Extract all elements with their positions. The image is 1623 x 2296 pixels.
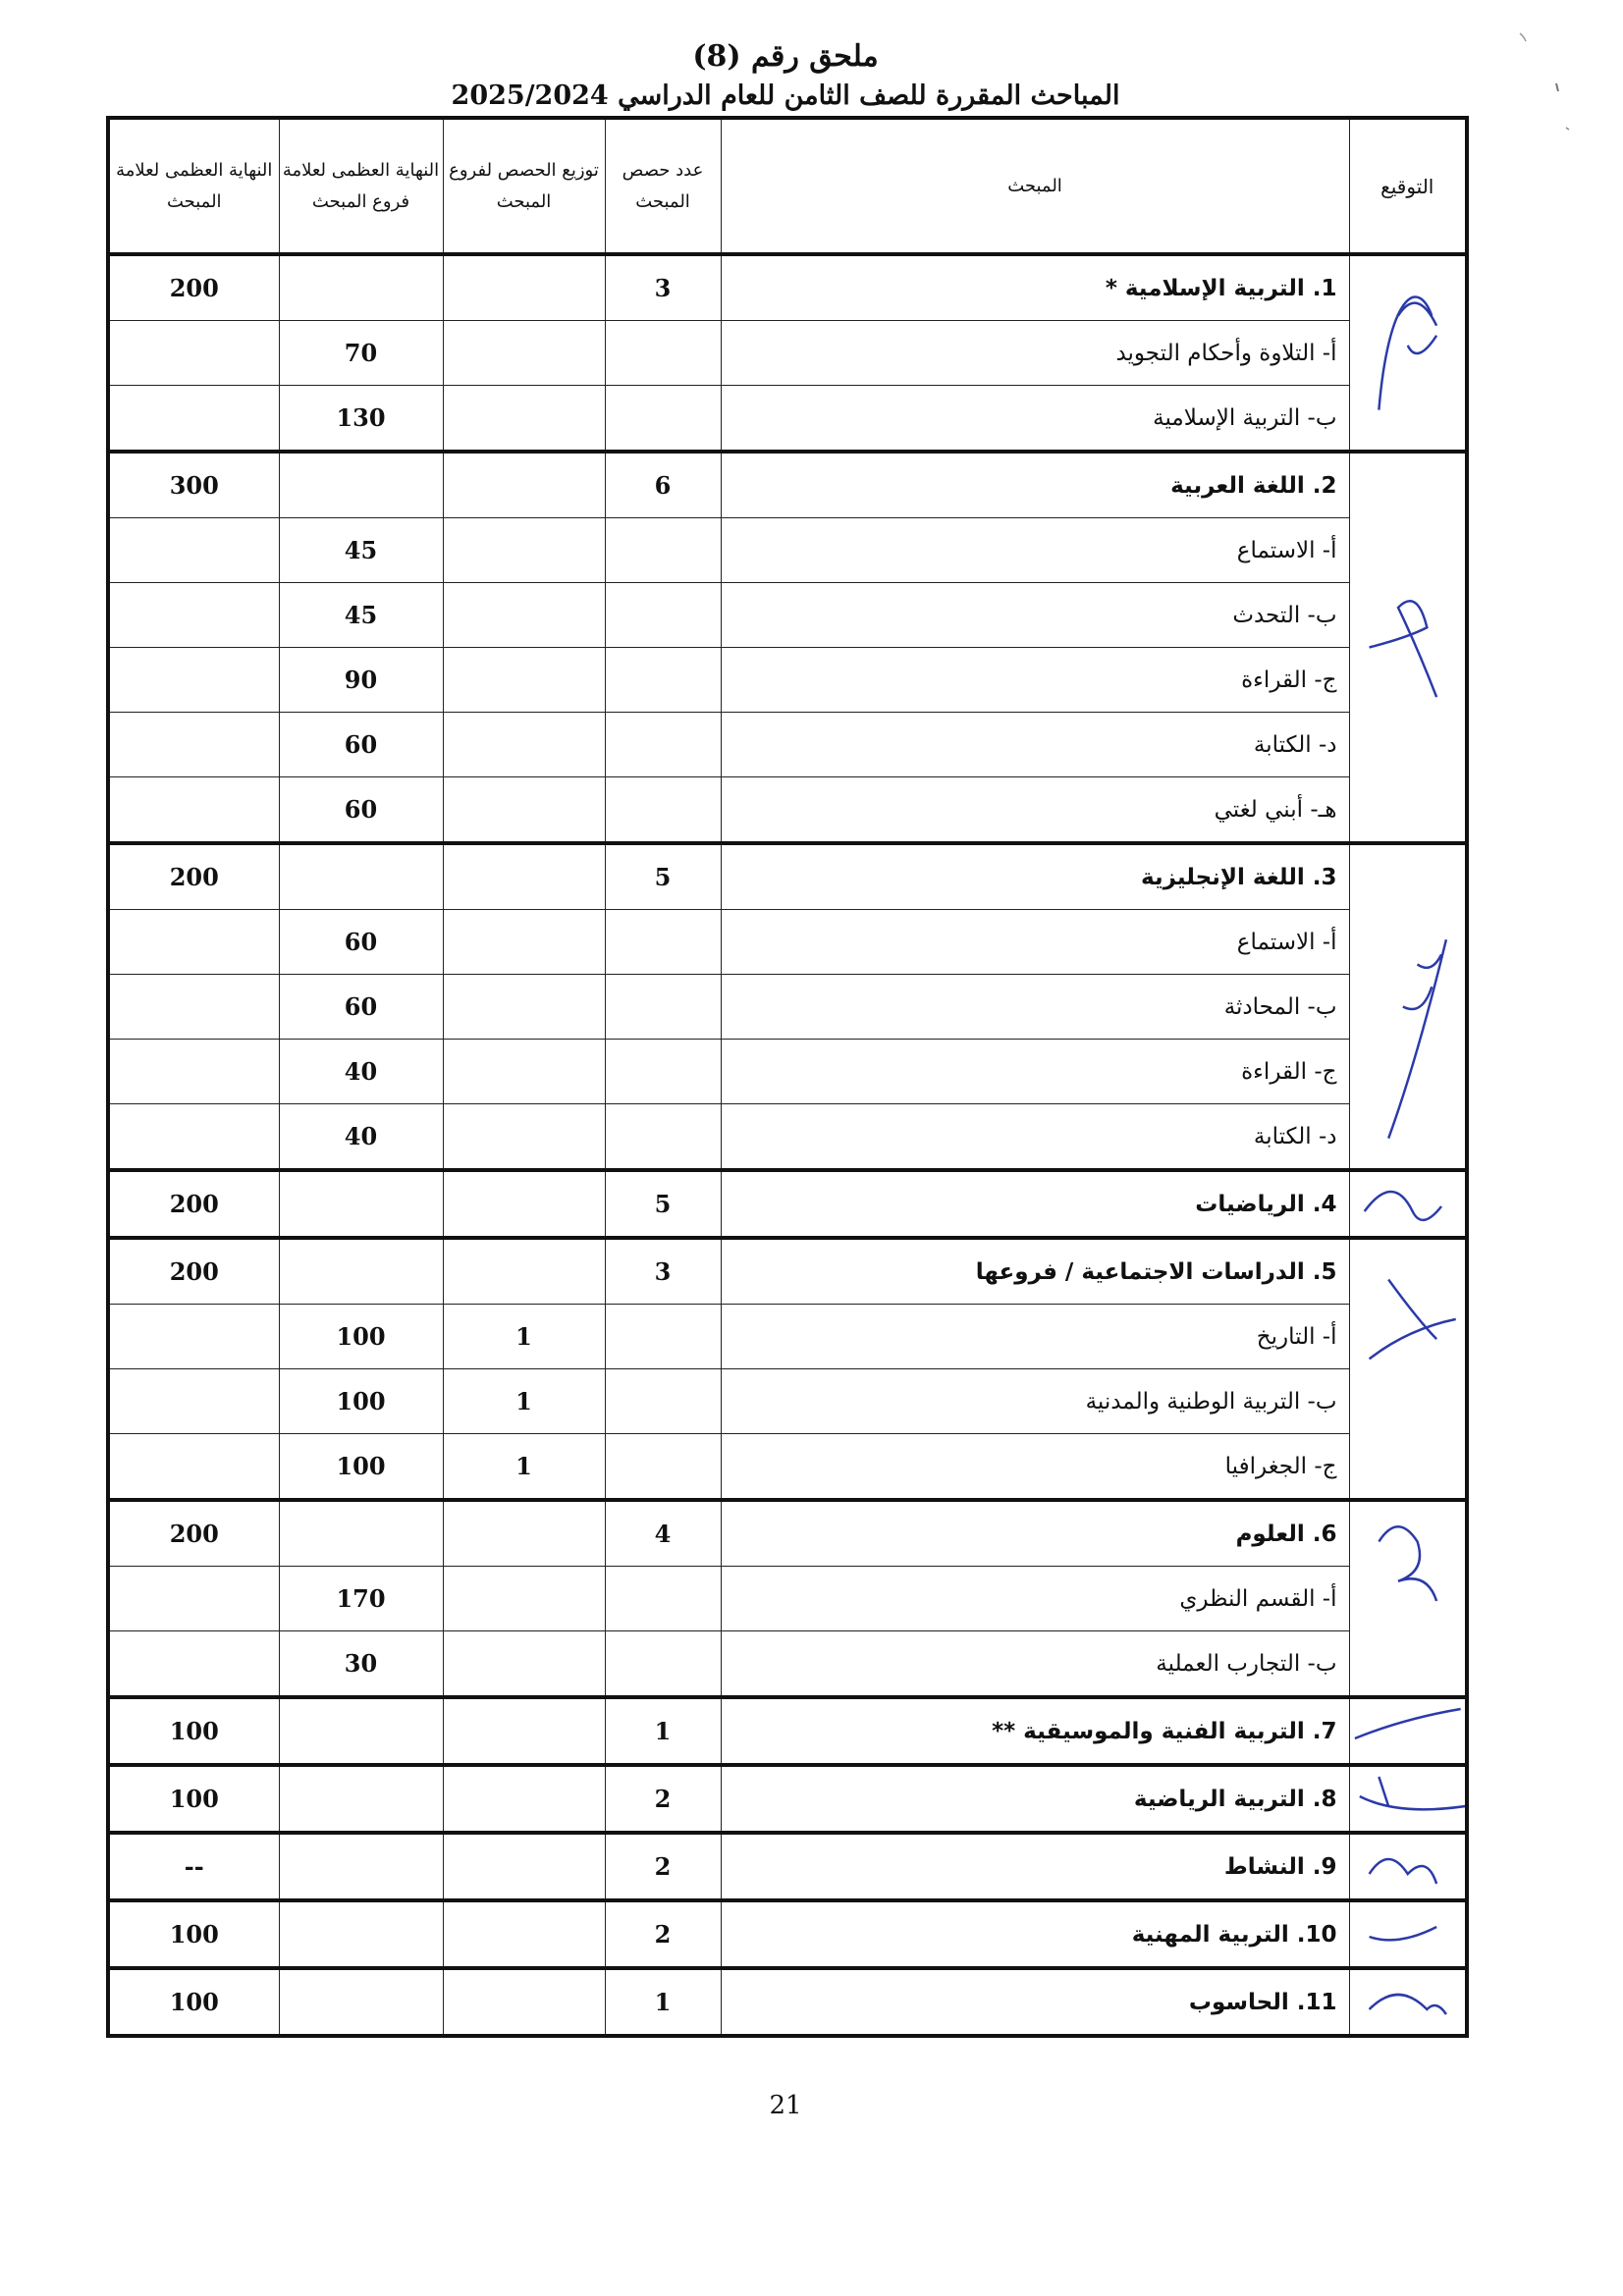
subject-cell: ج- القراءة [721, 1040, 1349, 1104]
periods-cell [605, 1369, 721, 1434]
periods-cell [605, 386, 721, 453]
branch-max-cell: 100 [279, 1369, 443, 1434]
table-row [108, 583, 1467, 648]
page-number: 21 [769, 2091, 802, 2120]
subject-cell: أ- الاستماع [721, 518, 1349, 583]
subject-max-cell: -- [108, 1833, 279, 1900]
header-periods: عدد حصص المبحث [605, 118, 721, 254]
subject-cell: ب- التحدث [721, 583, 1349, 648]
branch-max-cell: 40 [279, 1104, 443, 1171]
subject-max-cell [108, 1631, 279, 1698]
distribution-cell [443, 1238, 605, 1305]
subject-max-cell: 200 [108, 1500, 279, 1567]
subject-max-cell: 100 [108, 1697, 279, 1765]
branch-max-cell: 130 [279, 386, 443, 453]
header-distribution: توزيع الحصص لفروع المبحث [443, 118, 605, 254]
subject-max-cell: 200 [108, 1170, 279, 1238]
branch-max-cell: 90 [279, 648, 443, 713]
periods-cell [605, 1631, 721, 1698]
periods-cell: 2 [605, 1900, 721, 1968]
branch-max-cell: 45 [279, 583, 443, 648]
periods-cell [605, 321, 721, 386]
subject-max-cell [108, 386, 279, 453]
scan-speck [1512, 29, 1571, 137]
periods-cell [605, 975, 721, 1040]
branch-max-cell [279, 1765, 443, 1833]
table-row [108, 254, 1467, 321]
header-subject-max: النهاية العظمى لعلامة المبحث [108, 118, 279, 254]
subject-max-cell [108, 975, 279, 1040]
branch-max-cell: 60 [279, 975, 443, 1040]
branch-max-cell [279, 1170, 443, 1238]
signature-cell [1349, 1900, 1467, 1968]
subject-cell: 11. الحاسوب [721, 1968, 1349, 2036]
subject-cell: ب- التربية الوطنية والمدنية [721, 1369, 1349, 1434]
table-row [108, 843, 1467, 910]
branch-max-cell: 100 [279, 1305, 443, 1369]
table-row [108, 975, 1467, 1040]
signature-icon [1350, 1835, 1466, 1898]
subject-max-cell [108, 583, 279, 648]
table-row [108, 1040, 1467, 1104]
subject-cell: هـ- أبني لغتي [721, 777, 1349, 844]
distribution-cell [443, 713, 605, 777]
page-title: المباحث المقررة للصف الثامن للعام الدراسي 2025/2024 [451, 80, 1120, 111]
periods-cell [605, 910, 721, 975]
signature-cell [1349, 1238, 1467, 1500]
subject-max-cell [108, 1567, 279, 1631]
table-row [108, 1900, 1467, 1968]
table-header-row [108, 118, 1467, 254]
branch-max-cell: 70 [279, 321, 443, 386]
annex-label: ملحق رقم (8) [692, 39, 879, 74]
branch-max-cell: 60 [279, 777, 443, 844]
table-row [108, 1238, 1467, 1305]
distribution-cell [443, 843, 605, 910]
distribution-cell [443, 1170, 605, 1238]
signature-cell [1349, 452, 1467, 843]
periods-cell: 1 [605, 1697, 721, 1765]
subject-cell: أ- الاستماع [721, 910, 1349, 975]
table-row [108, 1305, 1467, 1369]
signature-cell [1349, 1968, 1467, 2036]
periods-cell: 1 [605, 1968, 721, 2036]
table-row [108, 910, 1467, 975]
table-row [108, 1833, 1467, 1900]
distribution-cell [443, 777, 605, 844]
branch-max-cell [279, 452, 443, 518]
header-signature: التوقيع [1349, 118, 1467, 254]
table-row [108, 452, 1467, 518]
distribution-cell [443, 1631, 605, 1698]
subject-max-cell: 300 [108, 452, 279, 518]
table-row [108, 1434, 1467, 1501]
periods-cell [605, 583, 721, 648]
distribution-cell [443, 1697, 605, 1765]
subject-cell: ب- المحادثة [721, 975, 1349, 1040]
branch-max-cell [279, 1968, 443, 2036]
signature-icon [1350, 1902, 1466, 1966]
table-row [108, 321, 1467, 386]
distribution-cell [443, 1040, 605, 1104]
subject-cell: 3. اللغة الإنجليزية [721, 843, 1349, 910]
signature-icon [1350, 1172, 1466, 1236]
branch-max-cell: 40 [279, 1040, 443, 1104]
distribution-cell [443, 1567, 605, 1631]
subject-cell: 4. الرياضيات [721, 1170, 1349, 1238]
subject-cell: 1. التربية الإسلامية * [721, 254, 1349, 321]
subject-max-cell: 200 [108, 843, 279, 910]
signature-cell [1349, 1697, 1467, 1765]
distribution-cell: 1 [443, 1369, 605, 1434]
subject-max-cell: 100 [108, 1765, 279, 1833]
signature-icon [1350, 1767, 1466, 1831]
periods-cell: 2 [605, 1765, 721, 1833]
subject-cell: 9. النشاط [721, 1833, 1349, 1900]
table-row [108, 1104, 1467, 1171]
distribution-cell [443, 1500, 605, 1567]
periods-cell: 2 [605, 1833, 721, 1900]
subject-cell: 2. اللغة العربية [721, 452, 1349, 518]
subject-cell: أ- القسم النظري [721, 1567, 1349, 1631]
subject-cell: أ- التاريخ [721, 1305, 1349, 1369]
subject-max-cell: 100 [108, 1900, 279, 1968]
subject-max-cell [108, 518, 279, 583]
subject-cell: ب- التربية الإسلامية [721, 386, 1349, 453]
table-row [108, 777, 1467, 844]
branch-max-cell [279, 1833, 443, 1900]
periods-cell: 6 [605, 452, 721, 518]
header-branch-max: النهاية العظمى لعلامة فروع المبحث [279, 118, 443, 254]
subject-max-cell [108, 1369, 279, 1434]
signature-icon [1350, 454, 1466, 841]
branch-max-cell [279, 843, 443, 910]
branch-max-cell [279, 1697, 443, 1765]
branch-max-cell [279, 1900, 443, 1968]
periods-cell: 5 [605, 843, 721, 910]
subject-max-cell [108, 713, 279, 777]
signature-cell [1349, 1500, 1467, 1697]
signature-icon [1350, 845, 1466, 1168]
subject-cell: 8. التربية الرياضية [721, 1765, 1349, 1833]
periods-cell [605, 1567, 721, 1631]
subject-cell: 6. العلوم [721, 1500, 1349, 1567]
subject-max-cell: 200 [108, 254, 279, 321]
periods-cell: 4 [605, 1500, 721, 1567]
periods-cell: 3 [605, 1238, 721, 1305]
signature-cell [1349, 254, 1467, 452]
periods-cell [605, 713, 721, 777]
table-row [108, 1631, 1467, 1698]
signature-icon [1350, 1970, 1466, 2034]
table-row [108, 1567, 1467, 1631]
branch-max-cell: 60 [279, 910, 443, 975]
periods-cell [605, 518, 721, 583]
subjects-table [106, 116, 1469, 2038]
periods-cell: 3 [605, 254, 721, 321]
header-subject: المبحث [721, 118, 1349, 254]
subject-cell: ب- التجارب العملية [721, 1631, 1349, 1698]
signature-icon [1350, 1502, 1466, 1695]
signature-cell [1349, 1765, 1467, 1833]
periods-cell [605, 648, 721, 713]
signature-icon [1350, 1240, 1466, 1498]
subject-max-cell [108, 1305, 279, 1369]
periods-cell [605, 1040, 721, 1104]
periods-cell [605, 1434, 721, 1501]
subject-max-cell [108, 648, 279, 713]
distribution-cell [443, 1765, 605, 1833]
distribution-cell [443, 452, 605, 518]
subject-max-cell [108, 777, 279, 844]
branch-max-cell [279, 1500, 443, 1567]
subject-cell: 10. التربية المهنية [721, 1900, 1349, 1968]
signature-icon [1350, 1699, 1466, 1763]
branch-max-cell [279, 254, 443, 321]
periods-cell [605, 777, 721, 844]
distribution-cell [443, 1900, 605, 1968]
subject-max-cell [108, 1104, 279, 1171]
subject-cell: ج- القراءة [721, 648, 1349, 713]
table-row [108, 386, 1467, 453]
table-row [108, 518, 1467, 583]
subject-cell: د- الكتابة [721, 713, 1349, 777]
distribution-cell [443, 910, 605, 975]
table-row [108, 713, 1467, 777]
distribution-cell [443, 648, 605, 713]
subject-cell: ج- الجغرافيا [721, 1434, 1349, 1501]
table-row [108, 1170, 1467, 1238]
branch-max-cell [279, 1238, 443, 1305]
signature-cell [1349, 1170, 1467, 1238]
subject-max-cell [108, 321, 279, 386]
distribution-cell [443, 1833, 605, 1900]
periods-cell [605, 1305, 721, 1369]
table-row [108, 1765, 1467, 1833]
branch-max-cell: 45 [279, 518, 443, 583]
subject-cell: د- الكتابة [721, 1104, 1349, 1171]
distribution-cell [443, 254, 605, 321]
subject-max-cell [108, 1040, 279, 1104]
branch-max-cell: 170 [279, 1567, 443, 1631]
signature-icon [1350, 256, 1466, 450]
distribution-cell: 1 [443, 1305, 605, 1369]
distribution-cell [443, 1104, 605, 1171]
subject-cell: 5. الدراسات الاجتماعية / فروعها [721, 1238, 1349, 1305]
table-row [108, 1697, 1467, 1765]
subject-max-cell [108, 1434, 279, 1501]
subject-max-cell [108, 910, 279, 975]
distribution-cell [443, 975, 605, 1040]
subject-cell: أ- التلاوة وأحكام التجويد [721, 321, 1349, 386]
branch-max-cell: 60 [279, 713, 443, 777]
table-row [108, 648, 1467, 713]
subject-max-cell: 100 [108, 1968, 279, 2036]
signature-cell [1349, 843, 1467, 1170]
distribution-cell [443, 518, 605, 583]
distribution-cell [443, 386, 605, 453]
distribution-cell [443, 321, 605, 386]
table-row [108, 1369, 1467, 1434]
distribution-cell: 1 [443, 1434, 605, 1501]
branch-max-cell: 30 [279, 1631, 443, 1698]
subject-max-cell: 200 [108, 1238, 279, 1305]
branch-max-cell: 100 [279, 1434, 443, 1501]
subject-cell: 7. التربية الفنية والموسيقية ** [721, 1697, 1349, 1765]
periods-cell [605, 1104, 721, 1171]
table-row [108, 1968, 1467, 2036]
periods-cell: 5 [605, 1170, 721, 1238]
distribution-cell [443, 583, 605, 648]
signature-cell [1349, 1833, 1467, 1900]
table-row [108, 1500, 1467, 1567]
distribution-cell [443, 1968, 605, 2036]
